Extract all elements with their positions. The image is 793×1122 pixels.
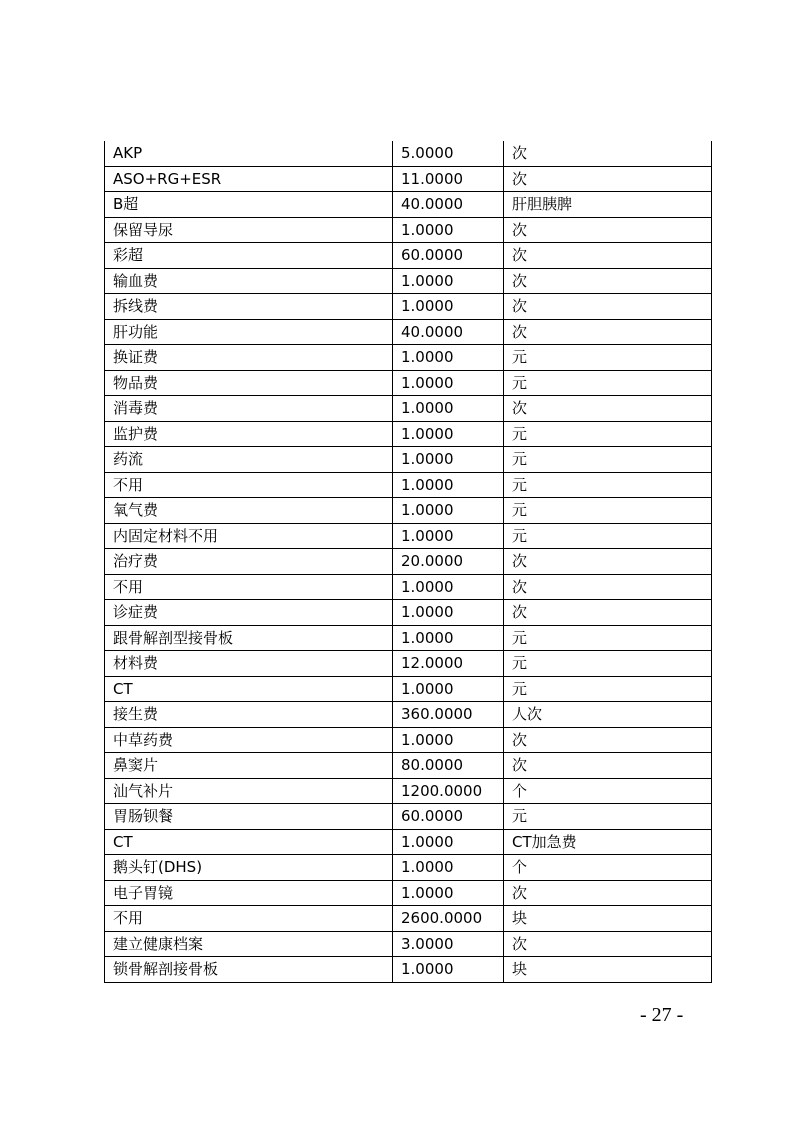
- unit-cell: 次: [504, 727, 712, 753]
- table-row: [105, 778, 712, 804]
- unit-cell: 次: [504, 319, 712, 345]
- price-cell: 3.0000: [393, 931, 504, 957]
- unit-cell: 元: [504, 804, 712, 830]
- item-name-cell: ASO+RG+ESR: [105, 166, 393, 192]
- item-name-cell: 保留导尿: [105, 217, 393, 243]
- price-cell: 1.0000: [393, 727, 504, 753]
- item-name-cell: 换证费: [105, 345, 393, 371]
- item-name-cell: 输血费: [105, 268, 393, 294]
- price-cell: 1.0000: [393, 523, 504, 549]
- price-cell: 2600.0000: [393, 906, 504, 932]
- unit-cell: 元: [504, 523, 712, 549]
- price-cell: 5.0000: [393, 141, 504, 166]
- table-row: [105, 192, 712, 218]
- unit-cell: 元: [504, 498, 712, 524]
- price-cell: 1200.0000: [393, 778, 504, 804]
- item-name-cell: 不用: [105, 472, 393, 498]
- item-name-cell: 不用: [105, 574, 393, 600]
- price-cell: 1.0000: [393, 447, 504, 473]
- table-row: [105, 421, 712, 447]
- table-row: [105, 651, 712, 677]
- price-cell: 1.0000: [393, 472, 504, 498]
- item-name-cell: 汕气补片: [105, 778, 393, 804]
- table-row: [105, 447, 712, 473]
- unit-cell: 次: [504, 574, 712, 600]
- table-row: [105, 574, 712, 600]
- price-cell: 1.0000: [393, 676, 504, 702]
- price-cell: 1.0000: [393, 880, 504, 906]
- unit-cell: 人次: [504, 702, 712, 728]
- price-cell: 1.0000: [393, 855, 504, 881]
- price-cell: 1.0000: [393, 625, 504, 651]
- page-number: - 27 -: [640, 1004, 684, 1026]
- price-cell: 60.0000: [393, 243, 504, 269]
- fee-table-body: [105, 141, 712, 982]
- item-name-cell: 胃肠钡餐: [105, 804, 393, 830]
- table-row: [105, 498, 712, 524]
- table-row: [105, 804, 712, 830]
- unit-cell: 肝胆胰脾: [504, 192, 712, 218]
- item-name-cell: 肝功能: [105, 319, 393, 345]
- price-cell: 360.0000: [393, 702, 504, 728]
- item-name-cell: AKP: [105, 141, 393, 166]
- table-row: [105, 957, 712, 983]
- table-row: [105, 243, 712, 269]
- price-cell: 12.0000: [393, 651, 504, 677]
- table-row: [105, 600, 712, 626]
- unit-cell: 次: [504, 931, 712, 957]
- unit-cell: 次: [504, 141, 712, 166]
- table-row: [105, 906, 712, 932]
- table-row: [105, 625, 712, 651]
- table-row: [105, 549, 712, 575]
- price-cell: 20.0000: [393, 549, 504, 575]
- item-name-cell: 诊症费: [105, 600, 393, 626]
- item-name-cell: 跟骨解剖型接骨板: [105, 625, 393, 651]
- item-name-cell: 彩超: [105, 243, 393, 269]
- price-cell: 40.0000: [393, 319, 504, 345]
- unit-cell: 个: [504, 778, 712, 804]
- unit-cell: 次: [504, 217, 712, 243]
- item-name-cell: 材料费: [105, 651, 393, 677]
- price-cell: 40.0000: [393, 192, 504, 218]
- table-row: [105, 523, 712, 549]
- unit-cell: 元: [504, 676, 712, 702]
- price-cell: 1.0000: [393, 294, 504, 320]
- price-cell: 1.0000: [393, 268, 504, 294]
- item-name-cell: CT: [105, 676, 393, 702]
- unit-cell: CT加急费: [504, 829, 712, 855]
- unit-cell: 次: [504, 549, 712, 575]
- price-cell: 1.0000: [393, 829, 504, 855]
- price-cell: 80.0000: [393, 753, 504, 779]
- item-name-cell: 不用: [105, 906, 393, 932]
- price-cell: 1.0000: [393, 396, 504, 422]
- price-cell: 1.0000: [393, 498, 504, 524]
- table-row: [105, 268, 712, 294]
- table-row: [105, 472, 712, 498]
- unit-cell: 次: [504, 753, 712, 779]
- price-cell: 1.0000: [393, 217, 504, 243]
- unit-cell: 块: [504, 906, 712, 932]
- price-cell: 11.0000: [393, 166, 504, 192]
- item-name-cell: 建立健康档案: [105, 931, 393, 957]
- table-row: [105, 166, 712, 192]
- price-cell: 1.0000: [393, 600, 504, 626]
- item-name-cell: 鹅头钉(DHS): [105, 855, 393, 881]
- item-name-cell: 中草药费: [105, 727, 393, 753]
- unit-cell: 元: [504, 625, 712, 651]
- unit-cell: 次: [504, 268, 712, 294]
- item-name-cell: 锁骨解剖接骨板: [105, 957, 393, 983]
- unit-cell: 次: [504, 166, 712, 192]
- table-row: [105, 829, 712, 855]
- unit-cell: 次: [504, 880, 712, 906]
- price-cell: 1.0000: [393, 421, 504, 447]
- table-row: [105, 880, 712, 906]
- unit-cell: 元: [504, 447, 712, 473]
- table-row: [105, 345, 712, 371]
- table-row: [105, 753, 712, 779]
- unit-cell: 元: [504, 651, 712, 677]
- price-cell: 1.0000: [393, 345, 504, 371]
- item-name-cell: 内固定材料不用: [105, 523, 393, 549]
- unit-cell: 次: [504, 600, 712, 626]
- unit-cell: 元: [504, 472, 712, 498]
- table-row: [105, 727, 712, 753]
- item-name-cell: B超: [105, 192, 393, 218]
- unit-cell: 元: [504, 421, 712, 447]
- unit-cell: 次: [504, 294, 712, 320]
- item-name-cell: 鼻窦片: [105, 753, 393, 779]
- item-name-cell: 消毒费: [105, 396, 393, 422]
- item-name-cell: 氧气费: [105, 498, 393, 524]
- price-cell: 1.0000: [393, 574, 504, 600]
- table-row: [105, 396, 712, 422]
- unit-cell: 次: [504, 243, 712, 269]
- unit-cell: 次: [504, 396, 712, 422]
- fee-table: [104, 141, 712, 983]
- item-name-cell: 物品费: [105, 370, 393, 396]
- table-row: [105, 141, 712, 166]
- unit-cell: 元: [504, 370, 712, 396]
- unit-cell: 块: [504, 957, 712, 983]
- item-name-cell: 接生费: [105, 702, 393, 728]
- table-row: [105, 676, 712, 702]
- price-cell: 1.0000: [393, 370, 504, 396]
- table-row: [105, 370, 712, 396]
- item-name-cell: 药流: [105, 447, 393, 473]
- item-name-cell: 电子胃镜: [105, 880, 393, 906]
- table-row: [105, 294, 712, 320]
- table-row: [105, 217, 712, 243]
- item-name-cell: 治疗费: [105, 549, 393, 575]
- price-cell: 60.0000: [393, 804, 504, 830]
- price-cell: 1.0000: [393, 957, 504, 983]
- item-name-cell: CT: [105, 829, 393, 855]
- item-name-cell: 监护费: [105, 421, 393, 447]
- table-row: [105, 931, 712, 957]
- table-row: [105, 702, 712, 728]
- item-name-cell: 拆线费: [105, 294, 393, 320]
- table-row: [105, 319, 712, 345]
- unit-cell: 个: [504, 855, 712, 881]
- table-row: [105, 855, 712, 881]
- unit-cell: 元: [504, 345, 712, 371]
